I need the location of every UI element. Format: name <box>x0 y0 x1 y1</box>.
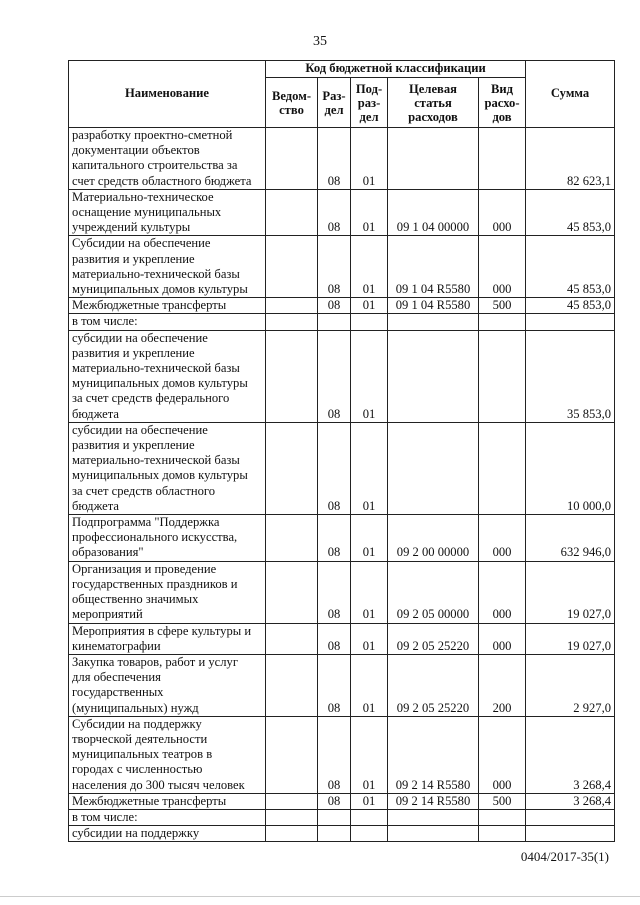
table-row <box>69 128 615 190</box>
cell-summa: 82 623,1 <box>526 128 615 190</box>
cell-podrazdel: 01 <box>351 515 388 562</box>
bottom-divider <box>0 896 640 897</box>
cell-podrazdel: 01 <box>351 793 388 809</box>
cell-celevaya: 09 2 14 R5580 <box>388 716 479 793</box>
cell-summa: 35 853,0 <box>526 330 615 422</box>
cell-podrazdel: 01 <box>351 298 388 314</box>
cell-vid: 000 <box>479 716 526 793</box>
cell-razdel: 08 <box>318 515 351 562</box>
cell-name: Межбюджетные трансферты <box>69 298 266 314</box>
cell-razdel: 08 <box>318 623 351 654</box>
cell-name: субсидии на обеспечение развития и укрепление материально-технической базы муниципальных домов культуры за счет средств федерального бюджета <box>69 330 266 422</box>
table-row <box>69 236 615 298</box>
cell-podrazdel: 01 <box>351 189 388 236</box>
cell-summa: 10 000,0 <box>526 422 615 514</box>
cell-name: Межбюджетные трансферты <box>69 793 266 809</box>
table-row <box>69 314 615 330</box>
cell-podrazdel: 01 <box>351 654 388 716</box>
cell-celevaya <box>388 809 479 825</box>
cell-vedom <box>266 330 318 422</box>
cell-razdel: 08 <box>318 793 351 809</box>
cell-name: субсидии на обеспечение развития и укрепление материально-технической базы муниципальных домов культуры за счет средств областного бюджета <box>69 422 266 514</box>
cell-summa: 45 853,0 <box>526 298 615 314</box>
header-vid: Вид расхо- дов <box>479 78 526 128</box>
cell-name: в том числе: <box>69 809 266 825</box>
cell-summa: 2 927,0 <box>526 654 615 716</box>
cell-celevaya: 09 2 05 25220 <box>388 623 479 654</box>
cell-name: субсидии на поддержку <box>69 826 266 842</box>
cell-summa <box>526 314 615 330</box>
cell-vedom <box>266 314 318 330</box>
cell-podrazdel <box>351 826 388 842</box>
cell-razdel: 08 <box>318 716 351 793</box>
cell-vid: 000 <box>479 515 526 562</box>
cell-name: Субсидии на обеспечение развития и укрепление материально-технической базы муниципальных домов культуры <box>69 236 266 298</box>
cell-vedom <box>266 793 318 809</box>
table-row <box>69 654 615 716</box>
cell-vid: 500 <box>479 793 526 809</box>
cell-celevaya <box>388 330 479 422</box>
table-row <box>69 515 615 562</box>
cell-name: Подпрограмма "Поддержка профессионального искусства, образования" <box>69 515 266 562</box>
cell-name: Организация и проведение государственных праздников и общественно значимых мероприятий <box>69 561 266 623</box>
cell-podrazdel: 01 <box>351 623 388 654</box>
header-code-group: Код бюджетной классификации <box>266 61 526 78</box>
cell-summa: 45 853,0 <box>526 189 615 236</box>
cell-vedom <box>266 809 318 825</box>
cell-vedom <box>266 189 318 236</box>
table-row <box>69 623 615 654</box>
cell-vedom <box>266 716 318 793</box>
table-header <box>69 61 615 128</box>
cell-celevaya: 09 2 00 00000 <box>388 515 479 562</box>
cell-razdel: 08 <box>318 128 351 190</box>
table-body <box>69 128 615 842</box>
footer-code: 0404/2017-35(1) <box>520 849 609 864</box>
cell-celevaya: 09 1 04 R5580 <box>388 236 479 298</box>
cell-razdel: 08 <box>318 654 351 716</box>
cell-name: Закупка товаров, работ и услуг для обеспечения государственных (муниципальных) нужд <box>69 654 266 716</box>
cell-vedom <box>266 422 318 514</box>
cell-podrazdel: 01 <box>351 236 388 298</box>
header-podrazdel: Под- раз- дел <box>351 78 388 128</box>
cell-razdel: 08 <box>318 236 351 298</box>
cell-vedom <box>266 826 318 842</box>
header-summa: Сумма <box>526 61 615 128</box>
page-number: 35 <box>313 34 327 49</box>
cell-razdel <box>318 826 351 842</box>
cell-name: Материально-техническое оснащение муниципальных учреждений культуры <box>69 189 266 236</box>
cell-vedom <box>266 654 318 716</box>
cell-summa <box>526 826 615 842</box>
cell-summa: 3 268,4 <box>526 716 615 793</box>
cell-podrazdel <box>351 809 388 825</box>
cell-razdel <box>318 314 351 330</box>
cell-vid <box>479 314 526 330</box>
cell-celevaya <box>388 422 479 514</box>
cell-podrazdel: 01 <box>351 716 388 793</box>
table-row <box>69 561 615 623</box>
cell-celevaya: 09 2 05 25220 <box>388 654 479 716</box>
cell-name: разработку проектно-сметной документации объектов капитального строительства за счет средств областного бюджета <box>69 128 266 190</box>
cell-vedom <box>266 298 318 314</box>
cell-summa: 45 853,0 <box>526 236 615 298</box>
cell-vid: 000 <box>479 236 526 298</box>
cell-vedom <box>266 623 318 654</box>
cell-vid <box>479 422 526 514</box>
cell-celevaya: 09 2 05 00000 <box>388 561 479 623</box>
cell-name: в том числе: <box>69 314 266 330</box>
table-row <box>69 826 615 842</box>
cell-razdel: 08 <box>318 189 351 236</box>
table-row <box>69 422 615 514</box>
cell-vid <box>479 826 526 842</box>
cell-vid: 500 <box>479 298 526 314</box>
cell-summa: 19 027,0 <box>526 623 615 654</box>
cell-celevaya: 09 1 04 00000 <box>388 189 479 236</box>
cell-summa <box>526 809 615 825</box>
cell-vid <box>479 809 526 825</box>
cell-vedom <box>266 561 318 623</box>
cell-vedom <box>266 128 318 190</box>
table-row <box>69 298 615 314</box>
cell-summa: 3 268,4 <box>526 793 615 809</box>
header-name: Наименование <box>69 61 266 128</box>
cell-razdel <box>318 809 351 825</box>
cell-podrazdel: 01 <box>351 422 388 514</box>
cell-vid: 200 <box>479 654 526 716</box>
header-vedom: Ведом- ство <box>266 78 318 128</box>
budget-table <box>68 60 615 842</box>
table-row <box>69 330 615 422</box>
cell-celevaya <box>388 314 479 330</box>
cell-podrazdel: 01 <box>351 561 388 623</box>
cell-vid: 000 <box>479 561 526 623</box>
cell-celevaya <box>388 128 479 190</box>
cell-summa: 19 027,0 <box>526 561 615 623</box>
cell-name: Субсидии на поддержку творческой деятельности муниципальных театров в городах с численностью населения до 300 тысяч человек <box>69 716 266 793</box>
cell-vedom <box>266 515 318 562</box>
cell-podrazdel <box>351 314 388 330</box>
cell-vid: 000 <box>479 623 526 654</box>
table-row <box>69 716 615 793</box>
cell-razdel: 08 <box>318 330 351 422</box>
table-row <box>69 189 615 236</box>
table-row <box>69 793 615 809</box>
cell-vid: 000 <box>479 189 526 236</box>
cell-razdel: 08 <box>318 298 351 314</box>
header-celevaya: Целевая статья расходов <box>388 78 479 128</box>
cell-razdel: 08 <box>318 422 351 514</box>
cell-podrazdel: 01 <box>351 330 388 422</box>
cell-name: Мероприятия в сфере культуры и кинематографии <box>69 623 266 654</box>
table-row <box>69 809 615 825</box>
cell-podrazdel: 01 <box>351 128 388 190</box>
cell-vedom <box>266 236 318 298</box>
header-razdel: Раз- дел <box>318 78 351 128</box>
cell-vid <box>479 128 526 190</box>
cell-celevaya <box>388 826 479 842</box>
cell-razdel: 08 <box>318 561 351 623</box>
cell-vid <box>479 330 526 422</box>
cell-celevaya: 09 1 04 R5580 <box>388 298 479 314</box>
cell-summa: 632 946,0 <box>526 515 615 562</box>
cell-celevaya: 09 2 14 R5580 <box>388 793 479 809</box>
